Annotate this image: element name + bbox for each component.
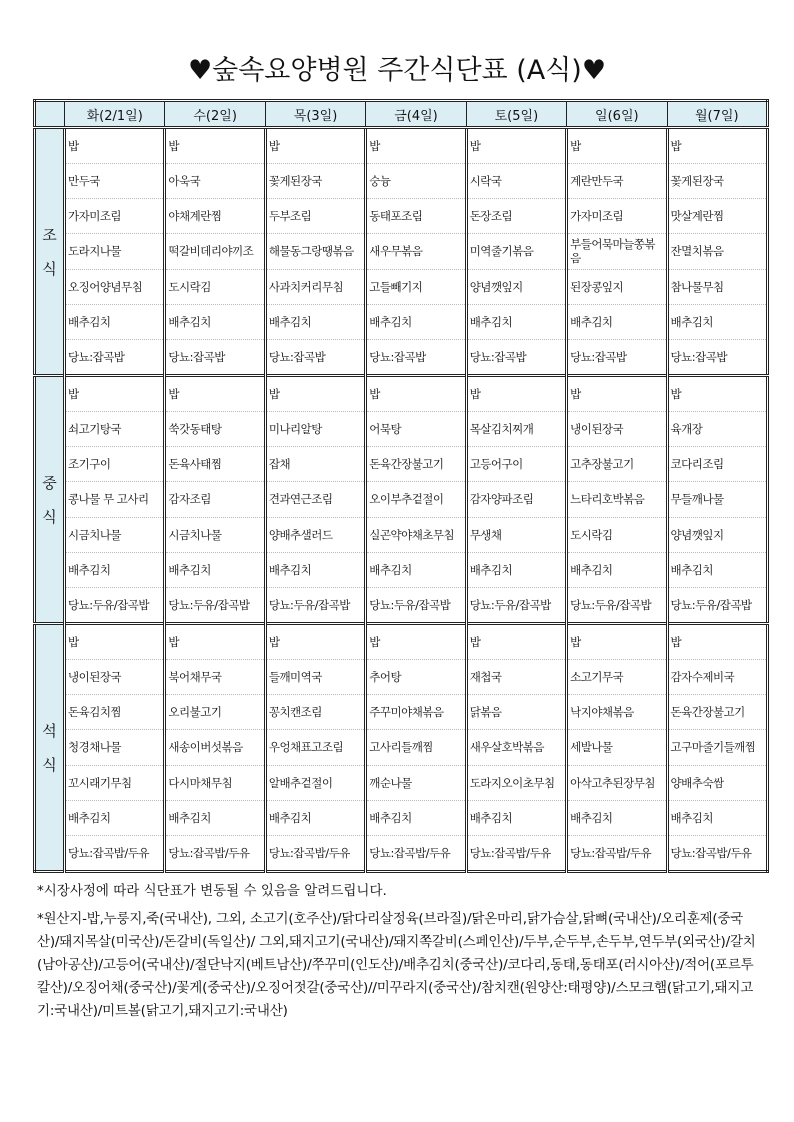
menu-item: 밥: [166, 625, 263, 660]
menu-item: 당뇨:두유/잡곡밥: [670, 597, 752, 612]
weekly-menu-table: [33, 99, 769, 873]
menu-item: 도라지오이초무침: [468, 766, 565, 801]
menu-item: 참나물무침: [669, 270, 766, 305]
menu-item: 사과치커리무침: [267, 270, 364, 305]
menu-item: 잔멸치볶음: [669, 234, 766, 269]
menu-item: 당뇨:잡곡밥/두유: [469, 845, 551, 860]
day-cell: [366, 624, 466, 872]
day-cell: [366, 128, 466, 376]
menu-item: 소고기무국: [568, 660, 665, 695]
menu-item: 오리불고기: [166, 695, 263, 730]
page-title: ♥숲속요양병원 주간식단표 (A식)♥: [187, 55, 607, 86]
menu-item: 냉이된장국: [66, 660, 163, 695]
menu-item: 당뇨:두유/잡곡밥: [369, 597, 451, 612]
menu-item: 무들깨나물: [669, 482, 766, 517]
menu-item: 돈장조림: [468, 199, 565, 234]
menu-item: 숭늉: [367, 164, 464, 199]
menu-item: 당뇨:잡곡밥: [268, 349, 326, 364]
menu-item: 도시락김: [166, 270, 263, 305]
menu-item: 조기구이: [66, 447, 163, 482]
menu-item: 잡채: [267, 447, 364, 482]
menu-item: 당뇨:잡곡밥/두유: [570, 845, 652, 860]
menu-item: 고구마줄기들깨찜: [669, 730, 766, 765]
menu-item: 쇠고기탕국: [66, 412, 163, 447]
menu-item: 세발나물: [568, 730, 665, 765]
menu-item: 야채계란찜: [166, 199, 263, 234]
menu-item: 당뇨:잡곡밥/두유: [369, 845, 451, 860]
menu-item: 목살김치찌개: [468, 412, 565, 447]
meal-row: [35, 128, 768, 376]
day-cell: [65, 128, 165, 376]
menu-item: 밥: [267, 377, 364, 412]
menu-item: 돈육간장불고기: [367, 447, 464, 482]
day-header: 금(4일): [366, 101, 466, 128]
menu-item: 당뇨:두유/잡곡밥: [570, 597, 652, 612]
menu-item: 당뇨:잡곡밥: [369, 349, 426, 364]
menu-item: 우엉채표고조림: [267, 730, 364, 765]
menu-item: 밥: [66, 377, 163, 412]
menu-item: 감자조림: [166, 482, 263, 517]
menu-item: 어묵탕: [367, 412, 464, 447]
menu-item: 밥: [568, 625, 665, 660]
menu-item: 동태포조림: [367, 199, 464, 234]
meal-label-char: 식: [42, 259, 57, 278]
menu-item: 배추김치: [166, 553, 263, 588]
menu-item: 당뇨:잡곡밥: [570, 349, 627, 364]
day-cell: [366, 376, 466, 624]
menu-item: 만두국: [66, 164, 163, 199]
menu-item: 밥: [468, 377, 565, 412]
menu-item: 밥: [267, 625, 364, 660]
corner-cell: [35, 101, 65, 128]
menu-item: 밥: [66, 625, 163, 660]
menu-item: 추어탕: [367, 660, 464, 695]
menu-item: 도시락김: [568, 518, 665, 553]
meal-label-char: 식: [42, 755, 57, 774]
menu-item: 배추김치: [367, 553, 464, 588]
menu-item: 미역줄기볶음: [468, 234, 565, 269]
menu-item: 밥: [468, 625, 565, 660]
menu-item: 양념깻잎지: [669, 518, 766, 553]
day-cell: [466, 624, 566, 872]
menu-item: 밥: [267, 129, 364, 164]
menu-item: 당뇨:잡곡밥: [168, 349, 225, 364]
meal-label: [35, 624, 65, 872]
menu-item: 돈육사태찜: [166, 447, 263, 482]
menu-item: 밥: [367, 129, 464, 164]
meal-row: [35, 624, 768, 872]
menu-item: 떡갈비데리야끼조: [166, 234, 263, 269]
menu-item: 북어채무국: [166, 660, 263, 695]
menu-item: 당뇨:잡곡밥/두유: [670, 845, 752, 860]
menu-item: 들깨미역국: [267, 660, 364, 695]
day-cell: [567, 624, 667, 872]
menu-item: 당뇨:잡곡밥/두유: [168, 845, 250, 860]
menu-item: 고등어구이: [468, 447, 565, 482]
menu-item: 된장콩잎지: [568, 270, 665, 305]
menu-item: 꽃게된장국: [267, 164, 364, 199]
menu-item: 배추김치: [66, 553, 163, 588]
menu-item: 콩나물 무 고사리: [66, 482, 163, 517]
day-cell: [265, 376, 365, 624]
menu-item: 실곤약야채초무침: [367, 518, 464, 553]
menu-item: 돈육김치찜: [66, 695, 163, 730]
menu-item: 부들어묵마늘쫑볶음: [568, 234, 665, 269]
menu-item: 시락국: [468, 164, 565, 199]
origin-notice: *원산지-밥,누룽지,죽(국내산), 그외, 소고기(호주산)/닭다리살정육(브라질)/닭온마리,닭가슴살,닭뼈(국내산)/오리훈제(중국산)/돼지목살(미국산)/돈갈비(독일산)/ 그외,돼지고기(국내산)/돼지쪽갈비(스페인산)/두부,순두부,손두부,연두부(외국산)/갈치(남아공산)/고등어(국내산)/절단낙지(베트남산)/쭈꾸미(인도산)/배추김치(중국산)/코다리,동태,동태포(러시아산)/적어(포르투칼산)/오징어채(중국산)/꽃게(중국산)/오징어젓갈(중국산)//미꾸라지(중국산)/참치캔(원양산:태평양)/스모크햄(닭고기,돼지고기:국내산)/미트볼(닭고기,돼지고기:국내산): [37, 911, 756, 1019]
day-cell: [65, 624, 165, 872]
menu-item: 고들빼기지: [367, 270, 464, 305]
day-header: 목(3일): [265, 101, 365, 128]
menu-item: 당뇨:잡곡밥: [68, 349, 125, 364]
menu-item: 쑥갓동태탕: [166, 412, 263, 447]
day-cell: [65, 376, 165, 624]
meal-row: [35, 376, 768, 624]
menu-item: 새송이버섯볶음: [166, 730, 263, 765]
day-header: 화(2/1일): [65, 101, 165, 128]
menu-item: 아삭고추된장무침: [568, 766, 665, 801]
meal-label-char: 석: [42, 721, 57, 740]
menu-item: 재첩국: [468, 660, 565, 695]
menu-item: 당뇨:두유/잡곡밥: [469, 597, 551, 612]
menu-item: 밥: [669, 377, 766, 412]
menu-item: 배추김치: [267, 553, 364, 588]
menu-item: 아욱국: [166, 164, 263, 199]
menu-item: 맛살계란찜: [669, 199, 766, 234]
day-cell: [466, 128, 566, 376]
menu-item: 새우무볶음: [367, 234, 464, 269]
header-row: [35, 101, 768, 128]
menu-item: 배추김치: [267, 801, 364, 836]
menu-item: 배추김치: [367, 801, 464, 836]
menu-item: 당뇨:두유/잡곡밥: [168, 597, 250, 612]
day-header: 월(7일): [667, 101, 767, 128]
menu-item: 꼬시래기무침: [66, 766, 163, 801]
menu-item: 깨순나물: [367, 766, 464, 801]
day-cell: [466, 376, 566, 624]
menu-item: 밥: [166, 129, 263, 164]
menu-item: 감자양파조림: [468, 482, 565, 517]
menu-item: 배추김치: [669, 801, 766, 836]
day-header: 수(2일): [165, 101, 265, 128]
menu-item: 주꾸미야채볶음: [367, 695, 464, 730]
day-cell: [667, 376, 767, 624]
day-cell: [265, 624, 365, 872]
menu-item: 배추김치: [669, 553, 766, 588]
day-header: 토(5일): [466, 101, 566, 128]
menu-item: 양념깻잎지: [468, 270, 565, 305]
day-cell: [667, 128, 767, 376]
menu-item: 당뇨:두유/잡곡밥: [68, 597, 150, 612]
menu-item: 배추김치: [166, 801, 263, 836]
menu-item: 밥: [468, 129, 565, 164]
meal-label-char: 조: [42, 225, 57, 244]
menu-item: 돈육간장불고기: [669, 695, 766, 730]
menu-item: 밥: [568, 129, 665, 164]
menu-item: 느타리호박볶음: [568, 482, 665, 517]
menu-item: 시금치나물: [66, 518, 163, 553]
day-cell: [265, 128, 365, 376]
menu-item: 당뇨:잡곡밥: [469, 349, 527, 364]
menu-item: 코다리조림: [669, 447, 766, 482]
menu-item: 당뇨:두유/잡곡밥: [268, 597, 350, 612]
menu-item: 견과연근조림: [267, 482, 364, 517]
meal-label: [35, 376, 65, 624]
menu-item: 배추김치: [66, 305, 163, 340]
menu-item: 오이부추겉절이: [367, 482, 464, 517]
menu-item: 꽁치캔조림: [267, 695, 364, 730]
menu-item: 배추김치: [669, 305, 766, 340]
menu-item: 감자수제비국: [669, 660, 766, 695]
menu-item: 양배추숙쌈: [669, 766, 766, 801]
menu-item: 청경채나물: [66, 730, 163, 765]
day-cell: [165, 624, 265, 872]
menu-item: 꽃게된장국: [669, 164, 766, 199]
menu-item: 육개장: [669, 412, 766, 447]
menu-item: 당뇨:잡곡밥/두유: [68, 845, 150, 860]
day-cell: [667, 624, 767, 872]
menu-item: 계란만두국: [568, 164, 665, 199]
menu-item: 밥: [568, 377, 665, 412]
menu-item: 배추김치: [468, 801, 565, 836]
menu-item: 당뇨:잡곡밥: [670, 349, 727, 364]
day-cell: [567, 376, 667, 624]
menu-item: 다시마채무침: [166, 766, 263, 801]
menu-item: 고추장불고기: [568, 447, 665, 482]
menu-item: 밥: [669, 129, 766, 164]
day-cell: [165, 376, 265, 624]
menu-item: 알배추겉절이: [267, 766, 364, 801]
day-header: 일(6일): [567, 101, 667, 128]
menu-item: 오징어양념무침: [66, 270, 163, 305]
menu-item: 배추김치: [166, 305, 263, 340]
menu-item: 낙지야채볶음: [568, 695, 665, 730]
change-notice: *시장사정에 따라 식단표가 변동될 수 있음을 알려드립니다.: [37, 883, 387, 899]
menu-item: 당뇨:잡곡밥/두유: [268, 845, 350, 860]
menu-item: 가자미조림: [66, 199, 163, 234]
menu-item: 배추김치: [468, 553, 565, 588]
menu-item: 밥: [367, 625, 464, 660]
day-cell: [165, 128, 265, 376]
meal-label: [35, 128, 65, 376]
menu-item: 고사리들깨찜: [367, 730, 464, 765]
menu-item: 밥: [166, 377, 263, 412]
day-cell: [567, 128, 667, 376]
meal-label-char: 중: [42, 473, 57, 492]
menu-item: 도라지나물: [66, 234, 163, 269]
menu-item: 양배추샐러드: [267, 518, 364, 553]
menu-item: 해물동그랑땡볶음: [267, 234, 364, 269]
menu-item: 밥: [669, 625, 766, 660]
meal-label-char: 식: [42, 507, 57, 526]
menu-item: 배추김치: [468, 305, 565, 340]
menu-item: 시금치나물: [166, 518, 263, 553]
menu-item: 밥: [66, 129, 163, 164]
menu-item: 미나리알탕: [267, 412, 364, 447]
menu-item: 배추김치: [367, 305, 464, 340]
menu-item: 냉이된장국: [568, 412, 665, 447]
menu-item: 닭볶음: [468, 695, 565, 730]
menu-item: 배추김치: [568, 553, 665, 588]
menu-item: 배추김치: [66, 801, 163, 836]
menu-item: 배추김치: [568, 801, 665, 836]
menu-item: 무생채: [468, 518, 565, 553]
menu-item: 새우살호박볶음: [468, 730, 565, 765]
menu-item: 밥: [367, 377, 464, 412]
menu-item: 가자미조림: [568, 199, 665, 234]
menu-item: 배추김치: [568, 305, 665, 340]
menu-item: 두부조림: [267, 199, 364, 234]
menu-item: 배추김치: [267, 305, 364, 340]
